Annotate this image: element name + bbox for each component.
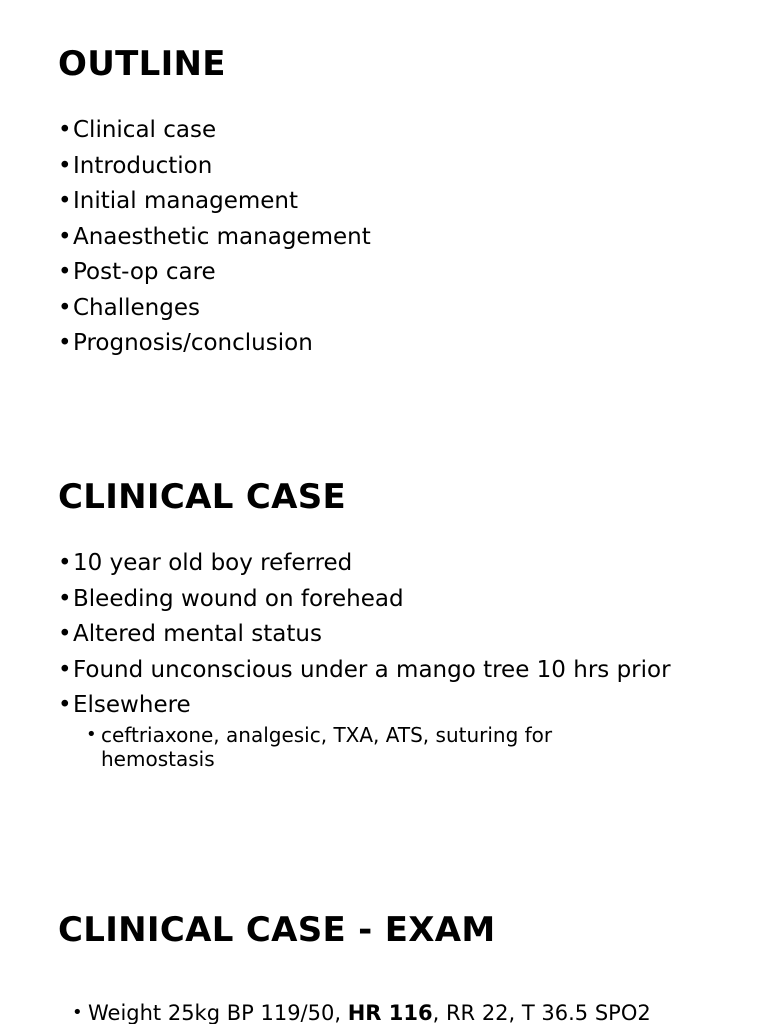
list-item	[58, 692, 708, 771]
exam-text-part: , RR 22, T 36.5 SPO2	[432, 1001, 651, 1024]
slide-clinical-case	[58, 477, 708, 780]
exam-line	[72, 1000, 708, 1024]
list-item: • Initial management	[58, 188, 708, 215]
sub-list-item: • ceftriaxone, analgesic, TXA, ATS, suturing for hemostasis	[86, 723, 621, 771]
list-item: • 10 year old boy referred	[58, 550, 708, 577]
clinical-case-list	[58, 550, 708, 771]
list-item: • Prognosis/conclusion	[58, 330, 708, 357]
slide-title: CLINICAL CASE - EXAM	[58, 910, 496, 950]
list-item: • Introduction	[58, 153, 708, 180]
list-item: • Challenges	[58, 295, 708, 322]
list-item: • Altered mental status	[58, 621, 708, 648]
list-item: • Clinical case	[58, 117, 708, 144]
slide-outline	[58, 44, 708, 366]
exam-list	[58, 1000, 708, 1024]
slide-clinical-exam	[58, 910, 708, 1024]
list-item: • Anaesthetic management	[58, 224, 708, 251]
slide-title: OUTLINE	[58, 44, 226, 84]
exam-text-part: Weight 25kg BP 119/50,	[88, 1001, 348, 1024]
list-item-label: Elsewhere	[73, 692, 191, 718]
exam-heart-rate: HR 116	[347, 1001, 433, 1024]
list-item: • Bleeding wound on forehead	[58, 586, 708, 613]
list-item: • Found unconscious under a mango tree 10 hrs prior	[58, 657, 673, 684]
outline-list	[58, 117, 708, 357]
sub-list	[73, 723, 708, 771]
slide-title: CLINICAL CASE	[58, 477, 347, 517]
list-item: • Post-op care	[58, 259, 708, 286]
